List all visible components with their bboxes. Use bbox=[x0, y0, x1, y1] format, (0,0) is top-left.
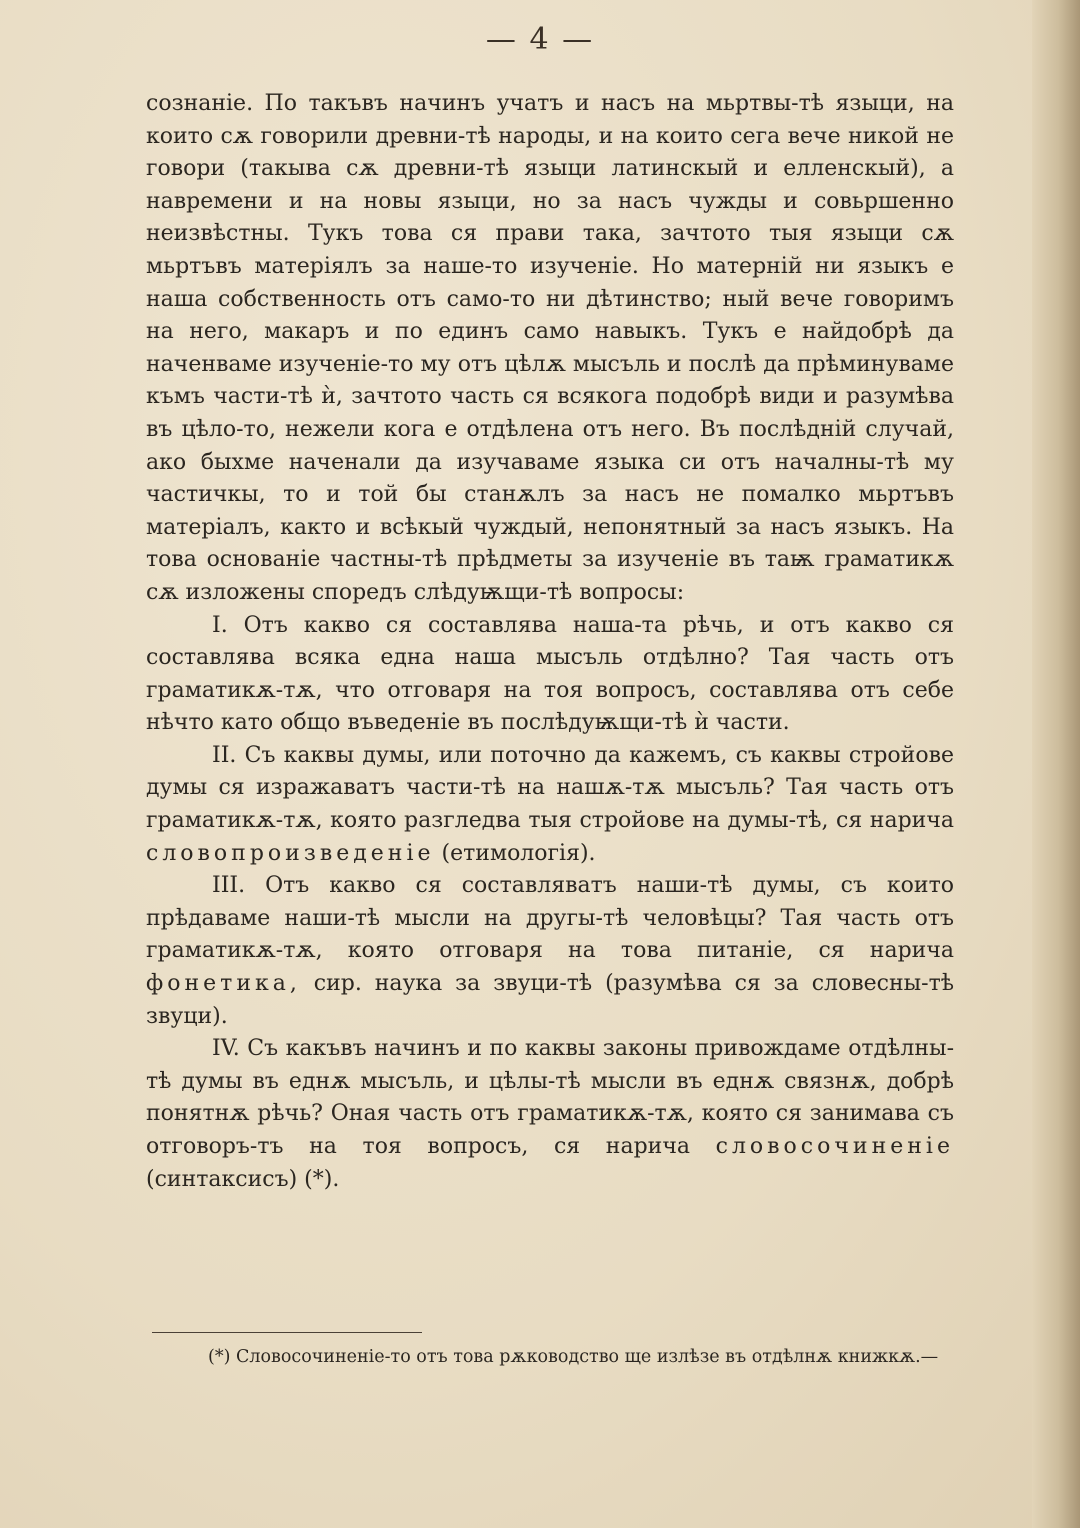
section-3-text: Отъ какво ся составляватъ наши-тѣ думы, съ които прѣдаваме наши-тѣ мысли на другы-тѣ человѣцы? Тая часть отъ граматикѫ-тѫ, която отговаря на това питаніе, ся нарича bbox=[146, 873, 955, 964]
intro-paragraph: сознаніе. По такъвъ начинъ учатъ и насъ на мьртвы-тѣ языци, на които сѫ говорили древни-тѣ народы, и на които сега вече никой не говори (такыва сѫ древни-тѣ языци латинскый и елленскый), а навремени и на новы языци, но за насъ чужды и совьршенно неизвѣстны. Тукъ това ся прави така, зачтото тыя языци сѫ мьртъвъ матеріялъ за наше-то изученіе. Но матерній ни языкъ е наша собственность отъ само-то ни дѣтинство; ный вече говоримъ на него, макаръ и по единъ само навыкъ. Тукъ е найдобрѣ да наченваме изученіе-то му отъ цѣлѫ мысъль и послѣ да прѣминуваме къмъ части-тѣ ѝ, зачтото часть ся всякога подобрѣ види и разумѣва въ цѣло-то, нежели кога е отдѣлена отъ него. Въ послѣдній случай, ако быхме наченали да изучаваме языка си отъ началны-тѣ му частичкы, то и той бы станѫлъ за насъ не помалко мьртъвъ матеріалъ, както и всѣкый чуждый, непонятный за насъ языкъ. На това основаніе частны-тѣ прѣдметы за изученіе въ таѭ граматикѫ сѫ изложены споредъ слѣдуѭщи-тѣ вопросы: bbox=[146, 91, 954, 605]
section-4-term: словосочиненіе bbox=[715, 1134, 954, 1159]
section-4-numeral: IV. bbox=[212, 1036, 240, 1062]
section-2-after: (етимологія). bbox=[441, 840, 596, 866]
footnote-text: (*) Словосочиненіе-то отъ това рѫководство ще излѣзе въ отдѣлнѫ книжкѫ.— bbox=[208, 1347, 939, 1367]
section-4-after: (синтаксисъ) (*). bbox=[146, 1166, 340, 1192]
section-4-text: Съ какъвъ начинъ и по каквы законы привождаме отдѣлны-тѣ думы въ еднѫ мысъль, и цѣлы-тѣ мысли въ еднѫ связнѫ, добрѣ понятнѫ рѣчь? Оная часть отъ граматикѫ-тѫ, която ся занимава съ отговоръ-тъ на тоя вопросъ, ся нарича bbox=[146, 1036, 955, 1159]
section-2-term: словопроизведеніе bbox=[146, 840, 435, 866]
section-2-text: Съ каквы думы, или поточно да кажемъ, съ каквы стройове думы ся изражаватъ части-тѣ на нашѫ-тѫ мысъль? Тая часть отъ граматикѫ-тѫ, която разгледва тыя стройове на думы-тѣ, ся нарича bbox=[146, 742, 954, 834]
page-spine-shadow bbox=[1032, 0, 1080, 1528]
section-1-numeral: I. bbox=[212, 612, 228, 638]
section-2-numeral: II. bbox=[212, 742, 237, 768]
section-3-after: сир. наука за звуци-тѣ (разумѣва ся за словесны-тѣ звуци). bbox=[146, 971, 955, 1029]
main-text bbox=[146, 88, 954, 1196]
section-3-paragraph bbox=[146, 870, 954, 1033]
section-3-numeral: III. bbox=[212, 873, 246, 899]
page-number: — 4 — bbox=[485, 22, 595, 57]
footnote bbox=[150, 1342, 958, 1372]
section-2-paragraph bbox=[146, 740, 954, 870]
section-3-term: фонетика, bbox=[146, 971, 301, 997]
section-4-paragraph bbox=[146, 1033, 954, 1196]
section-1-paragraph bbox=[146, 610, 954, 740]
footnote-divider bbox=[152, 1332, 422, 1333]
section-1-text: Отъ какво ся составлява наша-та рѣчь, и отъ какво ся составлява всяка една наша мысъль отдѣлно? Тая часть отъ граматикѫ-тѫ, что отговаря на тоя вопросъ, составлява отъ себе нѣчто като общо въведеніе въ послѣдуѭщи-тѣ ѝ части. bbox=[146, 612, 954, 736]
